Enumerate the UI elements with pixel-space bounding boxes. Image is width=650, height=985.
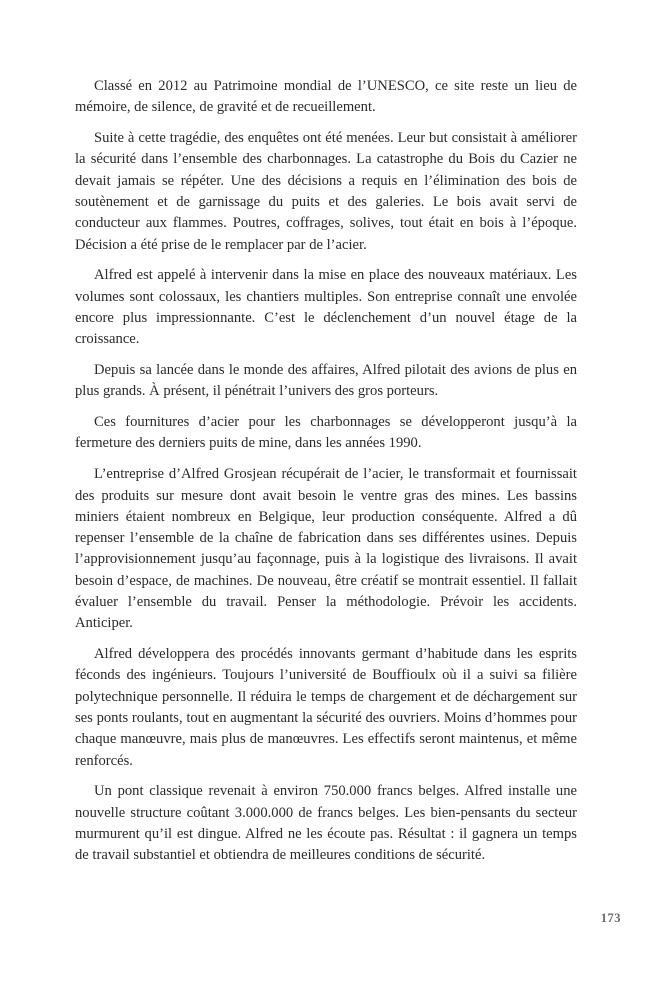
paragraph: Un pont classique revenait à environ 750.000 francs belges. Alfred installe une nouvelle structure coûtant 3.000.000 de francs belges. Les bien-pensants du secteur murmurent qu’il est dingue. Alfred ne les écoute pas. Résultat : il gagnera un temps de travail substantiel et obtiendra de meilleures conditions de sécurité. (75, 783, 577, 864)
page-number: 173 (600, 911, 621, 925)
paragraph: Alfred développera des procédés innovants germant d’habitude dans les esprits féconds des ingénieurs. Toujours l’université de Bouffioulx où il a suivi sa filière polytechnique personnelle. Il réduira le temps de chargement et de déchargement sur ses ponts roulants, tout en augmentant la sécurité des ouvriers. Moins d’hommes pour chaque manœuvre, mais plus de manœuvres. Les effectifs seront maintenus, et même renforcés. (75, 646, 577, 769)
paragraph: Classé en 2012 au Patrimoine mondial de l’UNESCO, ce site reste un lieu de mémoire, de silence, de gravité et de recueillement. (75, 78, 577, 116)
paragraph: Suite à cette tragédie, des enquêtes ont été menées. Leur but consistait à améliorer la sécurité dans l’ensemble des charbonnages. La catastrophe du Bois du Cazier ne devait jamais se répéter. Une des décisions a requis en l’élimination des bois de soutènement et de garnissage du puits et des galeries. Le bois avait servi de conducteur aux flammes. Poutres, coffrages, solives, tout était en bois à l’époque. Décision a été prise de le remplacer par de l’acier. (75, 130, 577, 253)
paragraph: Ces fournitures d’acier pour les charbonnages se développeront jusqu’à la fermeture des derniers puits de mine, dans les années 1990. (75, 414, 577, 452)
body-text (75, 76, 577, 876)
paragraph: Depuis sa lancée dans le monde des affaires, Alfred pilotait des avions de plus en plus grands. À présent, il pénétrait l’univers des gros porteurs. (75, 362, 577, 400)
paragraph: L’entreprise d’Alfred Grosjean récupérait de l’acier, le transformait et fournissait des produits sur mesure dont avait besoin le ventre gras des mines. Les bassins miniers étaient nombreux en Belgique, leur production conséquente. Alfred a dû repenser l’ensemble de la chaîne de fabrication dans ses différentes usines. Depuis l’approvisionnement jusqu’au façonnage, puis à la logistique des livraisons. Il avait besoin d’espace, de machines. De nouveau, être créatif se montrait essentiel. Il fallait évaluer l’ensemble du travail. Penser la méthodologie. Prévoir les accidents. Anticiper. (75, 466, 577, 632)
paragraph: Alfred est appelé à intervenir dans la mise en place des nouveaux matériaux. Les volumes sont colossaux, les chantiers multiples. Son entreprise connaît une envolée encore plus impressionnante. C’est le déclenchement d’un nouvel étage de la croissance. (75, 267, 577, 348)
